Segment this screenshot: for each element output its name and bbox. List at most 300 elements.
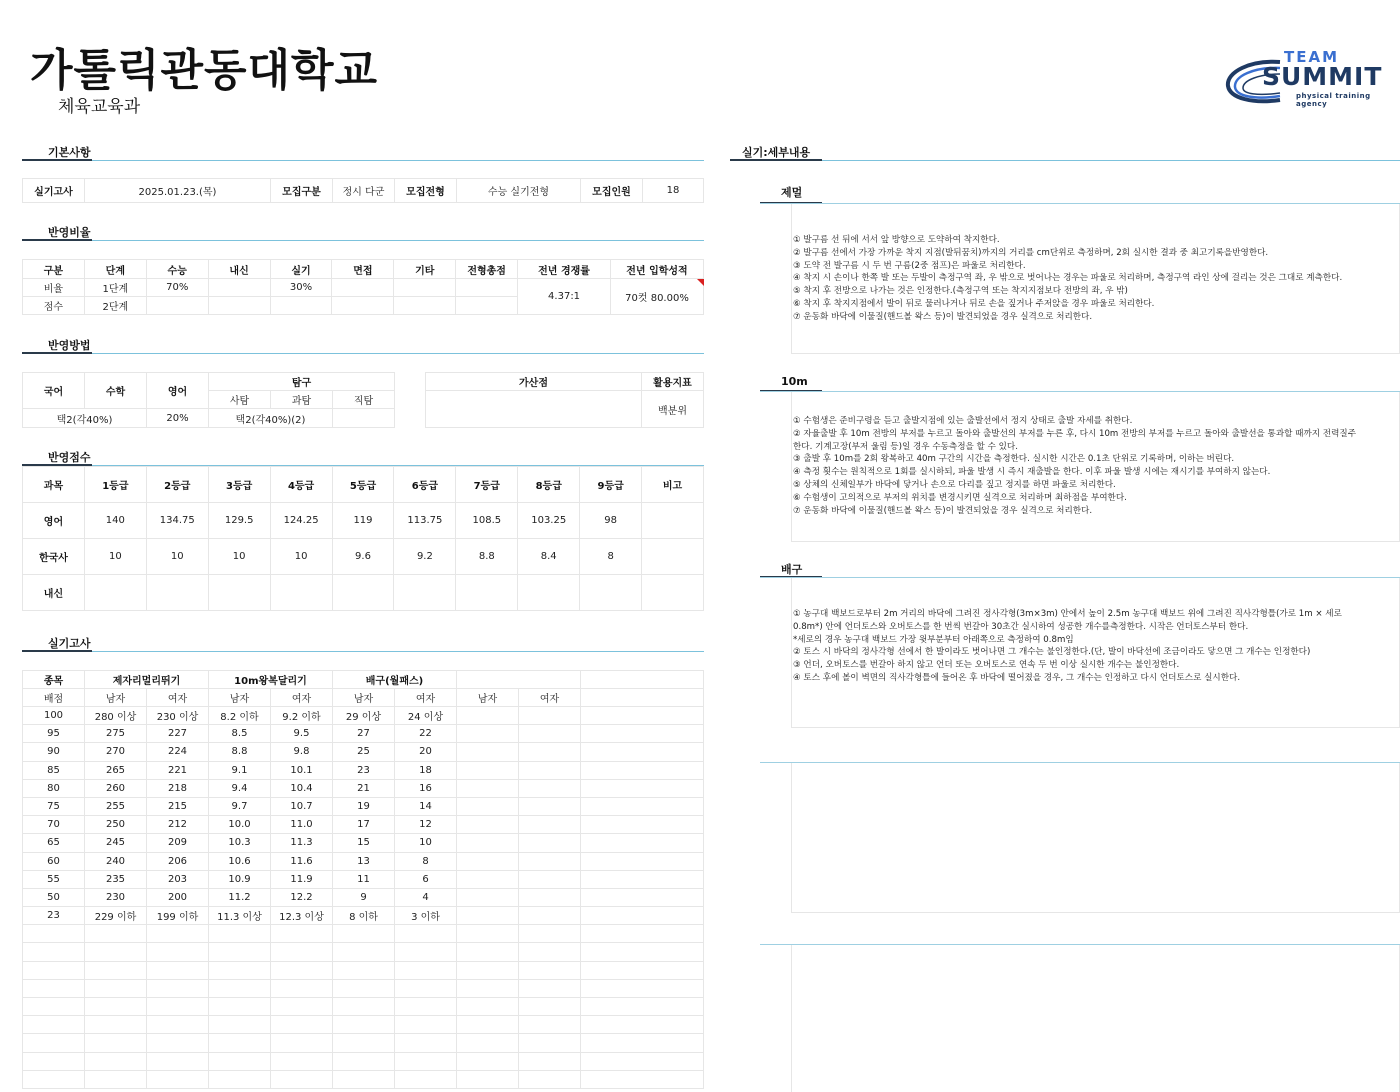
practical-blank-cell: [333, 1052, 395, 1070]
score-cell: 10: [146, 539, 208, 575]
score-cell: 108.5: [456, 503, 518, 539]
practical-event-row: [23, 671, 704, 689]
practical-cell: 9: [333, 888, 395, 906]
practical-blank-cell: [147, 1016, 209, 1034]
practical-cell: 10.4: [271, 779, 333, 797]
practical-cell: 280 이상: [85, 707, 147, 725]
rule-line: ⑥ 착지 후 착지지점에서 발이 뒤로 물러나거나 뒤로 손을 짚거나 주저앉을 경우 파울로 처리한다.: [793, 298, 1155, 309]
practical-gender-cell: 여자: [147, 689, 209, 707]
practical-cell: [519, 797, 581, 815]
practical-cell: 10.9: [209, 870, 271, 888]
score-cell: 124.25: [270, 503, 332, 539]
practical-blank-cell: [209, 1034, 271, 1052]
score-cell: 119: [332, 503, 394, 539]
practical-blank-cell: [395, 1034, 457, 1052]
practical-cell: [519, 834, 581, 852]
practical-cell: [519, 870, 581, 888]
score-row: [23, 503, 704, 539]
practical-blank-cell: [457, 1016, 519, 1034]
rule-line: ③ 언더, 오버토스를 번갈아 하지 않고 언더 또는 오버토스로 연속 두 번 이상 실시한 개수는 불인정한다.: [793, 660, 1180, 671]
practical-cell: 218: [147, 779, 209, 797]
practical-cell: 10.1: [271, 761, 333, 779]
practical-blank-cell: [581, 1052, 704, 1070]
recruit-track-value: 수능 실기전형: [457, 179, 581, 203]
recruit-quota-label: 모집인원: [581, 179, 643, 203]
practical-blank-cell: [209, 1016, 271, 1034]
method-math-header: 수학: [85, 373, 147, 409]
ratio-table: [22, 259, 704, 315]
practical-empty-cell: [581, 707, 704, 725]
practical-blank-cell: [271, 1034, 333, 1052]
practical-blank-cell: [271, 1070, 333, 1088]
rule-line: ② 토스 시 바닥의 정사각형 선에서 한 발이라도 벗어나면 그 개수는 불인정한다.(단, 발이 바닥선에 조금이라도 닿으면 그 개수는 인정한다): [793, 647, 1311, 658]
practical-blank-cell: [519, 1070, 581, 1088]
ratio-header-cell: 구분: [23, 260, 85, 279]
practical-cell: 10.6: [209, 852, 271, 870]
ratio-row1-cell: 70%: [146, 279, 208, 297]
ratio-row1-cell: [208, 279, 270, 297]
practical-blank-cell: [333, 961, 395, 979]
score-header-cell: 5등급: [332, 467, 394, 503]
score-cell: 9.6: [332, 539, 394, 575]
run-rules: [793, 415, 1356, 517]
practical-cell: 10: [395, 834, 457, 852]
practical-cell: 20: [395, 743, 457, 761]
practical-event-name: 제자리멀리뛰기: [85, 671, 209, 689]
score-cell: [270, 575, 332, 611]
ratio-row2-cell: [332, 297, 394, 315]
practical-blank-cell: [271, 961, 333, 979]
practical-empty-cell: [581, 907, 704, 925]
score-cell: [642, 503, 704, 539]
practical-blank-cell: [23, 1070, 85, 1088]
score-header-row: [23, 467, 704, 503]
method-inquiry-value: 택2(각40%)(2): [209, 409, 333, 428]
practical-cell: 229 이하: [85, 907, 147, 925]
method-science-header: 과탐: [271, 391, 333, 409]
practical-blank-cell: [209, 925, 271, 943]
ratio-row1-cell: [332, 279, 394, 297]
practical-cell: 6: [395, 870, 457, 888]
score-cell: [394, 575, 456, 611]
practical-blank-cell: [457, 998, 519, 1016]
practical-cell: 12: [395, 816, 457, 834]
practical-blank-cell: [395, 961, 457, 979]
practical-score-label: 배점: [23, 689, 85, 707]
score-cell: 129.5: [208, 503, 270, 539]
practical-blank-cell: [519, 961, 581, 979]
practical-cell: 221: [147, 761, 209, 779]
practical-cell: 11.9: [271, 870, 333, 888]
practical-cell: 275: [85, 725, 147, 743]
practical-row: [23, 834, 704, 852]
practical-blank-cell: [519, 998, 581, 1016]
practical-gender-cell: 여자: [271, 689, 333, 707]
score-cell: 98: [580, 503, 642, 539]
practical-cell: 11.2: [209, 888, 271, 906]
jump-underline: [760, 202, 822, 203]
practical-blank-cell: [457, 1070, 519, 1088]
recruit-quota-value: 18: [643, 179, 704, 203]
practical-blank-cell: [147, 1052, 209, 1070]
score-header-cell: 8등급: [518, 467, 580, 503]
method-korean-math-value: 택2(각40%): [23, 409, 147, 428]
score-header-cell: 9등급: [580, 467, 642, 503]
rule-line: ① 농구대 백보드로부터 2m 거리의 바닥에 그려진 정사각형(3m×3m) 안에서 높이 2.5m 농구대 백보드 위에 그려진 직사각형틀(가로 1m × 세로: [793, 609, 1342, 619]
ratio-header-cell: 전형총점: [456, 260, 518, 279]
practical-blank-cell: [85, 925, 147, 943]
practical-blank-cell: [333, 979, 395, 997]
score-cell: 8.8: [456, 539, 518, 575]
practical-blank-cell: [581, 961, 704, 979]
practical-event-name: [457, 671, 581, 689]
score-table: [22, 466, 704, 611]
practical-cell: 9.2 이하: [271, 707, 333, 725]
practical-blank-cell: [23, 961, 85, 979]
practical-blank-cell: [271, 1016, 333, 1034]
practical-blank-cell: [395, 1016, 457, 1034]
section-practical-title: 실기고사: [48, 637, 91, 650]
section-score-title: 반영점수: [48, 451, 91, 464]
rule-line: ④ 측정 횟수는 원칙적으로 1회를 실시하되, 파울 발생 시 즉시 재출발을 한다. 이후 파울 발생 시에는 재시기를 부여하지 않는다.: [793, 467, 1271, 478]
section-detail-underline: [730, 159, 822, 161]
practical-cell: 10.7: [271, 797, 333, 815]
practical-blank-cell: [271, 998, 333, 1016]
run-title: 10m: [781, 375, 808, 388]
practical-cell: 227: [147, 725, 209, 743]
practical-gender-cell: 남자: [209, 689, 271, 707]
section-practical-line: [22, 651, 704, 652]
practical-cell: 12.3 이상: [271, 907, 333, 925]
score-cell: [518, 575, 580, 611]
ratio-header-cell: 단계: [84, 260, 146, 279]
practical-cell: 224: [147, 743, 209, 761]
team-summit-logo: [1222, 46, 1398, 106]
score-header-cell: 7등급: [456, 467, 518, 503]
practical-empty-cell: [581, 671, 704, 689]
practical-blank-cell: [85, 1052, 147, 1070]
score-header-cell: 과목: [23, 467, 85, 503]
practical-blank-cell: [85, 943, 147, 961]
practical-row: [23, 725, 704, 743]
basic-info-table: [22, 178, 704, 203]
practical-blank-row: [23, 998, 704, 1016]
practical-empty-cell: [581, 834, 704, 852]
practical-cell: 60: [23, 852, 85, 870]
exam-date-value: 2025.01.23.(목): [85, 179, 271, 203]
method-social-header: 사탐: [209, 391, 271, 409]
practical-cell: 55: [23, 870, 85, 888]
practical-cell: 24 이상: [395, 707, 457, 725]
practical-blank-row: [23, 961, 704, 979]
practical-cell: 27: [333, 725, 395, 743]
practical-cell: 50: [23, 888, 85, 906]
score-cell: 영어: [23, 503, 85, 539]
score-cell: 103.25: [518, 503, 580, 539]
practical-cell: 22: [395, 725, 457, 743]
practical-gender-row: [23, 689, 704, 707]
practical-cell: 230 이상: [147, 707, 209, 725]
practical-cell: 12.2: [271, 888, 333, 906]
practical-cell: [457, 816, 519, 834]
ratio-header-cell: 전년 입학성적: [610, 260, 703, 279]
practical-empty-cell: [581, 761, 704, 779]
practical-cell: 255: [85, 797, 147, 815]
indicator-header: 활용지표: [642, 373, 704, 391]
practical-empty-cell: [581, 888, 704, 906]
practical-blank-cell: [581, 979, 704, 997]
ratio-row1-cell: 30%: [270, 279, 332, 297]
score-cell: 140: [84, 503, 146, 539]
ratio-header-cell: 실기: [270, 260, 332, 279]
practical-cell: [457, 907, 519, 925]
practical-blank-cell: [85, 1070, 147, 1088]
practical-cell: 14: [395, 797, 457, 815]
score-cell: 내신: [23, 575, 85, 611]
rule-line: *세로의 경우 농구대 백보드 가장 윗부분부터 아래쪽으로 측정하여 0.8m임: [793, 634, 1074, 645]
practical-blank-cell: [209, 943, 271, 961]
practical-cell: [457, 852, 519, 870]
ratio-row2-cell: [270, 297, 332, 315]
method-table: [22, 372, 395, 428]
ratio-header-cell: 전년 경쟁률: [518, 260, 611, 279]
section-basic-title: 기본사항: [48, 146, 91, 159]
ratio-row1-cell: 1단계: [84, 279, 146, 297]
practical-blank-cell: [147, 998, 209, 1016]
practical-cell: 4: [395, 888, 457, 906]
practical-blank-cell: [395, 943, 457, 961]
practical-blank-cell: [519, 979, 581, 997]
practical-blank-cell: [395, 979, 457, 997]
practical-blank-cell: [457, 1052, 519, 1070]
method-english-header: 영어: [147, 373, 209, 409]
score-cell: 10: [270, 539, 332, 575]
practical-cell: 75: [23, 797, 85, 815]
volley-title: 배구: [781, 563, 803, 576]
section-method-title: 반영방법: [48, 339, 91, 352]
practical-cell: 10.0: [209, 816, 271, 834]
practical-cell: 9.5: [271, 725, 333, 743]
practical-empty-cell: [581, 725, 704, 743]
rule-line: 0.8m*) 안에 언더토스와 오버토스를 한 번씩 번갈아 30초간 실시하여 성공한 개수를측정한다. 시작은 언더토스부터 한다.: [793, 621, 1249, 632]
practical-blank-cell: [395, 998, 457, 1016]
section-ratio-line: [22, 240, 704, 241]
section-basic-underline: [22, 159, 92, 161]
practical-cell: [457, 779, 519, 797]
practical-event-label: 종목: [23, 671, 85, 689]
practical-blank-cell: [581, 1016, 704, 1034]
practical-cell: 8 이하: [333, 907, 395, 925]
rule-line: ② 발구름 선에서 가장 가까운 착지 지점(발뒤꿈치)까지의 거리를 cm단위로 측정하며, 2회 실시한 결과 중 최고기록을반영한다.: [793, 247, 1269, 258]
ratio-header-cell: 수능: [146, 260, 208, 279]
practical-cell: [519, 743, 581, 761]
practical-cell: [519, 852, 581, 870]
score-header-cell: 4등급: [270, 467, 332, 503]
score-header-cell: 3등급: [208, 467, 270, 503]
practical-cell: 230: [85, 888, 147, 906]
rule-line: ④ 착지 시 손이나 한쪽 발 또는 두발이 측정구역 좌, 우 밖으로 벗어나는 경우는 파울로 처리하며, 측정구역 라인 상에 걸리는 것은 그대로 계측한다.: [793, 273, 1343, 284]
practical-cell: 8: [395, 852, 457, 870]
practical-cell: 3 이하: [395, 907, 457, 925]
practical-blank-cell: [271, 925, 333, 943]
section-method-line: [22, 353, 704, 354]
score-cell: [146, 575, 208, 611]
score-header-cell: 1등급: [84, 467, 146, 503]
comment-marker-icon: [697, 279, 704, 286]
practical-blank-cell: [457, 925, 519, 943]
practical-cell: 25: [333, 743, 395, 761]
practical-cell: 13: [333, 852, 395, 870]
ratio-header-cell: 면접: [332, 260, 394, 279]
score-cell: 113.75: [394, 503, 456, 539]
practical-cell: 9.1: [209, 761, 271, 779]
practical-blank-cell: [23, 943, 85, 961]
practical-cell: 209: [147, 834, 209, 852]
practical-blank-row: [23, 1052, 704, 1070]
practical-cell: 8.8: [209, 743, 271, 761]
method-inquiry-header: 탐구: [209, 373, 395, 391]
practical-cell: 9.4: [209, 779, 271, 797]
extra1-box: [791, 763, 1400, 913]
practical-blank-cell: [581, 998, 704, 1016]
practical-event-name: 10m왕복달리기: [209, 671, 333, 689]
practical-empty-cell: [581, 779, 704, 797]
ratio-row1-cell: 비율: [23, 279, 85, 297]
practical-blank-cell: [209, 961, 271, 979]
ratio-row2-cell: [394, 297, 456, 315]
practical-cell: 11.0: [271, 816, 333, 834]
practical-cell: [457, 743, 519, 761]
score-cell: [84, 575, 146, 611]
practical-empty-cell: [581, 852, 704, 870]
run-underline: [760, 390, 822, 391]
practical-cell: 260: [85, 779, 147, 797]
rule-line: ⑦ 운동화 바닥에 이물질(핸드볼 왁스 등)이 발견되었을 경우 실격으로 처리한다.: [793, 311, 1093, 322]
practical-blank-cell: [457, 943, 519, 961]
practical-cell: 11.3: [271, 834, 333, 852]
practical-blank-cell: [209, 1070, 271, 1088]
score-cell: [642, 575, 704, 611]
score-cell: [208, 575, 270, 611]
practical-blank-cell: [457, 961, 519, 979]
section-ratio-title: 반영비율: [48, 226, 91, 239]
ratio-row2-cell: [146, 297, 208, 315]
jump-title: 제멀: [781, 186, 803, 199]
practical-cell: 15: [333, 834, 395, 852]
practical-gender-cell: 남자: [85, 689, 147, 707]
indicator-value: 백분위: [642, 391, 704, 428]
rule-line: ⑦ 운동화 바닥에 이물질(핸드볼 왁스 등)이 발견되었을 경우 실격으로 처리한다.: [793, 505, 1093, 516]
practical-blank-cell: [85, 1016, 147, 1034]
practical-cell: 18: [395, 761, 457, 779]
practical-blank-cell: [147, 943, 209, 961]
ratio-header-cell: 내신: [208, 260, 270, 279]
practical-blank-cell: [519, 1034, 581, 1052]
score-header-cell: 6등급: [394, 467, 456, 503]
practical-cell: 95: [23, 725, 85, 743]
practical-blank-cell: [333, 943, 395, 961]
practical-blank-cell: [147, 961, 209, 979]
score-cell: [580, 575, 642, 611]
practical-cell: [457, 725, 519, 743]
practical-cell: 245: [85, 834, 147, 852]
practical-blank-cell: [457, 979, 519, 997]
rule-line: ② 자율출발 후 10m 전방의 부저를 누르고 돌아와 출발선의 부저를 누른 후, 다시 10m 전방의 부저를 누르고 돌아와 출발선을 통과할 때까지 전력질주: [793, 428, 1357, 439]
bonus-table: [425, 372, 704, 428]
practical-blank-cell: [395, 925, 457, 943]
practical-cell: 215: [147, 797, 209, 815]
section-practical-underline: [22, 650, 92, 652]
recruit-track-label: 모집전형: [395, 179, 457, 203]
practical-blank-cell: [581, 1034, 704, 1052]
practical-gender-cell: 남자: [457, 689, 519, 707]
score-header-cell: 비고: [642, 467, 704, 503]
practical-cell: 203: [147, 870, 209, 888]
practical-cell: 199 이하: [147, 907, 209, 925]
volley-underline: [760, 576, 822, 577]
practical-blank-cell: [147, 925, 209, 943]
rule-line: 한다. 기계고장(부저 울림 등)일 경우 수동측정을 할 수 있다.: [793, 441, 1018, 452]
volley-rules: [793, 608, 1342, 685]
practical-blank-cell: [519, 1052, 581, 1070]
practical-cell: 23: [333, 761, 395, 779]
practical-event-name: 배구(월패스): [333, 671, 457, 689]
practical-table: [22, 670, 704, 1089]
ratio-row2-cell: [456, 297, 518, 315]
score-cell: 10: [84, 539, 146, 575]
practical-blank-cell: [581, 943, 704, 961]
practical-blank-cell: [147, 1070, 209, 1088]
score-cell: 8: [580, 539, 642, 575]
practical-cell: 240: [85, 852, 147, 870]
score-cell: 8.4: [518, 539, 580, 575]
recruit-type-value: 정시 다군: [333, 179, 395, 203]
score-row: [23, 539, 704, 575]
practical-blank-cell: [581, 925, 704, 943]
practical-cell: 85: [23, 761, 85, 779]
rule-line: ⑤ 착지 후 전방으로 나가는 것은 인정한다.(측정구역 또는 착지지점보다 전방의 좌, 우 밖): [793, 286, 1128, 297]
rule-line: ⑤ 상체의 신체일부가 바닥에 닿거나 손으로 다리를 짚고 정지를 하면 파울로 처리한다.: [793, 479, 1116, 490]
score-header-cell: 2등급: [146, 467, 208, 503]
score-cell: 10: [208, 539, 270, 575]
practical-blank-row: [23, 1016, 704, 1034]
practical-blank-cell: [147, 1034, 209, 1052]
practical-cell: [519, 907, 581, 925]
practical-cell: 9.7: [209, 797, 271, 815]
practical-cell: 235: [85, 870, 147, 888]
practical-cell: 206: [147, 852, 209, 870]
practical-cell: [519, 725, 581, 743]
rule-line: ③ 도약 전 발구름 시 두 번 구름(2중 점프)은 파울로 처리한다.: [793, 260, 1026, 271]
practical-blank-row: [23, 1034, 704, 1052]
ratio-competition-value: 4.37:1: [518, 279, 611, 315]
rule-line: ① 수험생은 준비구령을 듣고 출발지점에 있는 출발선에서 정지 상태로 출발 자세를 취한다.: [793, 416, 1133, 426]
practical-blank-cell: [333, 1070, 395, 1088]
logo-team-text: TEAM: [1284, 48, 1340, 66]
practical-cell: [519, 816, 581, 834]
practical-cell: [457, 888, 519, 906]
practical-blank-cell: [85, 961, 147, 979]
rule-line: ④ 토스 후에 볼이 벽면의 직사각형틀에 들어온 후 바닥에 떨어졌을 경우, 그 개수는 인정하고 다시 언더토스로 실시한다.: [793, 672, 1241, 683]
practical-blank-cell: [147, 979, 209, 997]
practical-cell: [457, 761, 519, 779]
practical-cell: 270: [85, 743, 147, 761]
score-row: [23, 575, 704, 611]
ratio-row2-cell: [208, 297, 270, 315]
recruit-type-label: 모집구분: [271, 179, 333, 203]
practical-blank-row: [23, 925, 704, 943]
practical-gender-cell: 남자: [333, 689, 395, 707]
